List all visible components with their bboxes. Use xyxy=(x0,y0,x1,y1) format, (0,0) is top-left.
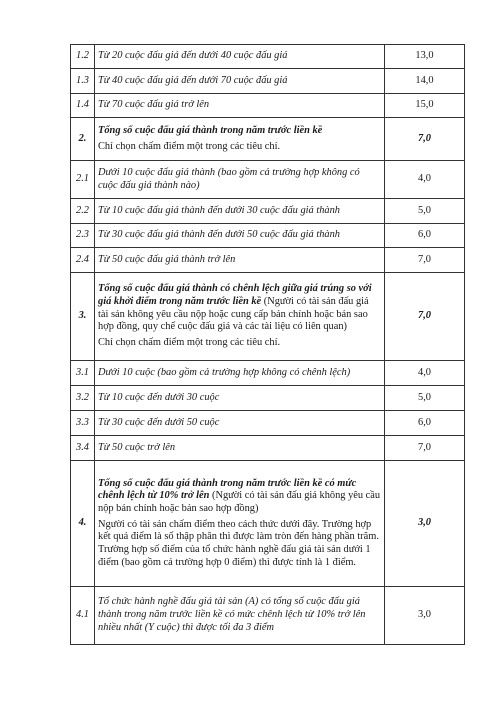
row-number: 3.3 xyxy=(71,411,95,436)
section-row xyxy=(71,273,465,361)
row-number: 2.1 xyxy=(71,161,95,199)
section-instruction: Chỉ chọn chấm điểm một trong các tiêu chí. xyxy=(98,140,281,152)
criterion-text: Tổ chức hành nghề đấu giá tài sản (A) có tổng số cuộc đấu giá thành trong năm trước liền kề có mức chênh lệch từ 10% trở lên nhiều nhất (Y cuộc) thì được tối đa 3 điểm xyxy=(95,587,385,645)
criterion-text: Dưới 10 cuộc đấu giá thành (bao gồm cả trường hợp không có cuộc đấu giá thành nào) xyxy=(95,161,385,199)
score-value: 6,0 xyxy=(385,411,465,436)
section-score: 7,0 xyxy=(385,118,465,161)
criterion-text: Từ 40 cuộc đấu giá đến dưới 70 cuộc đấu giá xyxy=(95,69,385,94)
table-row xyxy=(71,587,465,645)
row-number: 3.2 xyxy=(71,386,95,411)
criterion-text: Từ 10 cuộc đấu giá thành đến dưới 30 cuộc đấu giá thành xyxy=(95,199,385,224)
table-row xyxy=(71,248,465,273)
section-title: Tổng số cuộc đấu giá thành trong năm trước liền kề xyxy=(98,124,323,136)
score-value: 6,0 xyxy=(385,224,465,248)
section-title: Tổng số cuộc đấu giá thành có chênh lệch giữa giá trúng so với giá khởi điểm trong năm trước liền kề xyxy=(98,283,372,307)
section-score: 3,0 xyxy=(385,461,465,587)
criterion-text: Từ 50 cuộc đấu giá thành trở lên xyxy=(95,248,385,273)
score-value: 7,0 xyxy=(385,436,465,461)
section-number: 4. xyxy=(71,461,95,587)
criterion-text: Từ 30 cuộc đấu giá thành đến dưới 50 cuộc đấu giá thành xyxy=(95,224,385,248)
section-instruction: Người có tài sản chấm điểm theo cách thức dưới đây. Trường hợp kết quả điểm là số thập phân thì được làm tròn đến hàng phần trăm. Trường hợp số điểm của tổ chức hành nghề đấu giá tài sản dưới 1 điểm (bao gồm cả trường hợp 0 điểm) thì được tính là 1 điểm. xyxy=(98,518,379,568)
section-criterion xyxy=(95,273,385,361)
row-number: 3.1 xyxy=(71,361,95,386)
row-number: 2.3 xyxy=(71,224,95,248)
row-number: 4.1 xyxy=(71,587,95,645)
score-value: 3,0 xyxy=(385,587,465,645)
table-row xyxy=(71,436,465,461)
row-number: 2.2 xyxy=(71,199,95,224)
score-value: 5,0 xyxy=(385,386,465,411)
row-number: 1.3 xyxy=(71,69,95,94)
criterion-text: Từ 20 cuộc đấu giá đến dưới 40 cuộc đấu giá xyxy=(95,45,385,69)
criterion-text: Từ 10 cuộc đến dưới 30 cuộc xyxy=(95,386,385,411)
row-number: 1.4 xyxy=(71,94,95,118)
row-number: 1.2 xyxy=(71,45,95,69)
row-number: 3.4 xyxy=(71,436,95,461)
row-number: 2.4 xyxy=(71,248,95,273)
table-row xyxy=(71,386,465,411)
criterion-text: Dưới 10 cuộc (bao gồm cả trường hợp không có chênh lệch) xyxy=(95,361,385,386)
section-row xyxy=(71,118,465,161)
table-row xyxy=(71,361,465,386)
score-value: 7,0 xyxy=(385,248,465,273)
section-note: (Người có tài sản đấu giá tài sản không yêu cầu nộp hoặc cung cấp bản chính hoặc bản sao hợp đồng, quy chế cuộc đấu giá và các tài liệu có liên quan) xyxy=(98,295,369,333)
criterion-text: Từ 30 cuộc đến dưới 50 cuộc xyxy=(95,411,385,436)
section-number: 2. xyxy=(71,118,95,161)
table-row xyxy=(71,161,465,199)
section-title: Tổng số cuộc đấu giá thành trong năm trước liền kề có mức chênh lệch từ 10% trở lên xyxy=(98,477,357,502)
criterion-text: Từ 70 cuộc đấu giá trở lên xyxy=(95,94,385,118)
table-row xyxy=(71,94,465,118)
section-instruction: Chỉ chọn chấm điểm một trong các tiêu chí. xyxy=(98,337,281,349)
section-criterion xyxy=(95,118,385,161)
score-value: 14,0 xyxy=(385,69,465,94)
score-value: 4,0 xyxy=(385,361,465,386)
section-criterion xyxy=(95,461,385,587)
scoring-criteria-table xyxy=(70,44,465,645)
score-value: 13,0 xyxy=(385,45,465,69)
score-value: 5,0 xyxy=(385,199,465,224)
table-row xyxy=(71,411,465,436)
section-number: 3. xyxy=(71,273,95,361)
table-row xyxy=(71,69,465,94)
table-row xyxy=(71,45,465,69)
score-value: 15,0 xyxy=(385,94,465,118)
score-value: 4,0 xyxy=(385,161,465,199)
section-note: (Người có tài sản đấu giá không yêu cầu nộp bản chính hoặc bản sao hợp đồng) xyxy=(98,490,381,514)
table-row xyxy=(71,224,465,248)
section-score: 7,0 xyxy=(385,273,465,361)
criterion-text: Từ 50 cuộc trở lên xyxy=(95,436,385,461)
table-row xyxy=(71,199,465,224)
section-row xyxy=(71,461,465,587)
